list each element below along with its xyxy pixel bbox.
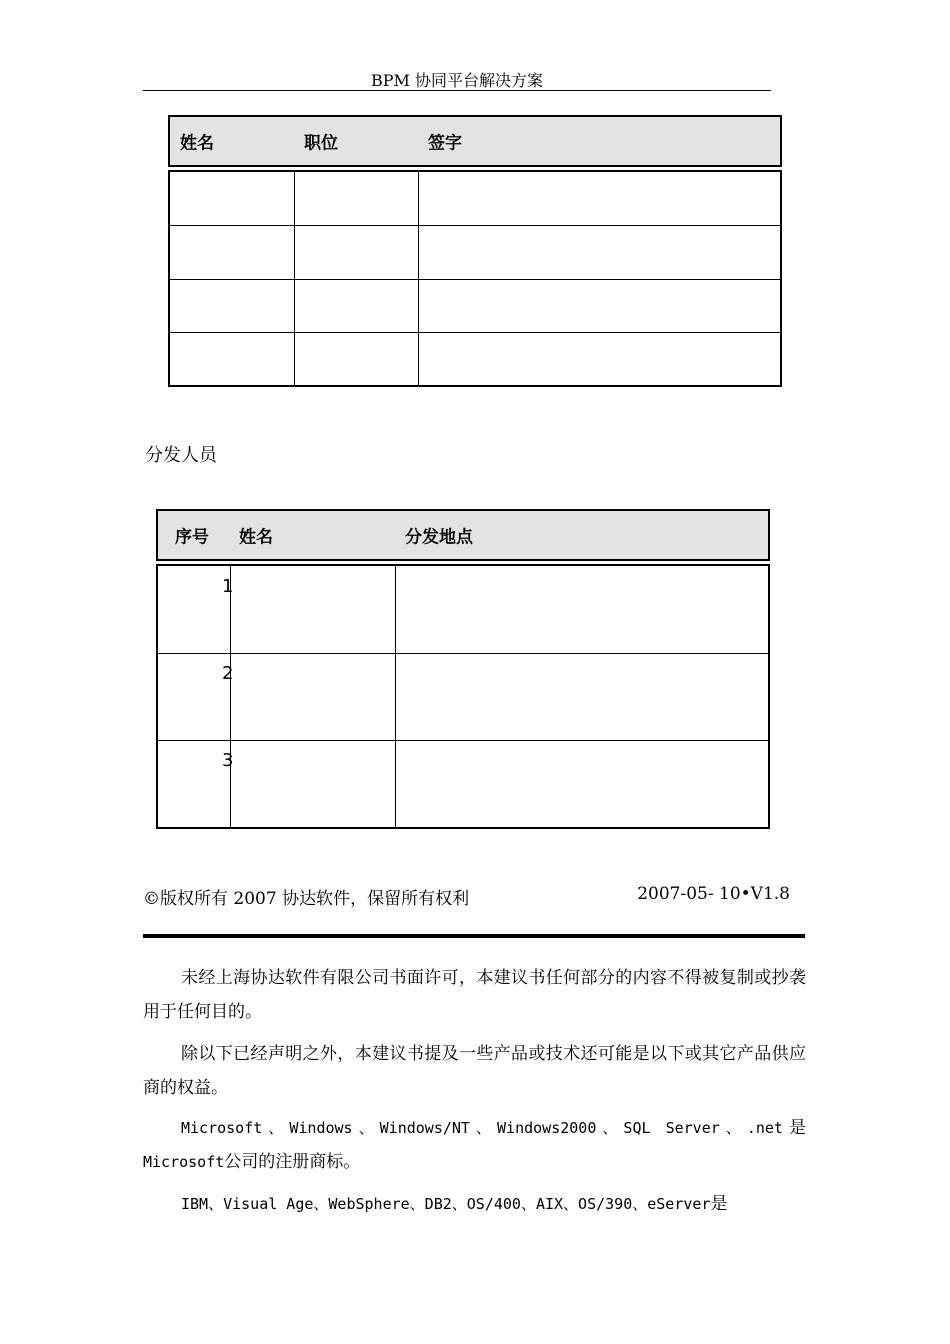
distribution-row-divider bbox=[158, 653, 768, 654]
col-position: 职位 bbox=[304, 133, 338, 154]
trademark-owner: Microsoft bbox=[143, 1153, 225, 1171]
version-text: 2007-05- 10•V1.8 bbox=[637, 884, 790, 904]
notice-text: 除以下已经声明之外，本建议书提及一些产品或技术还可能是以下或其它产品供应商的权益。 bbox=[143, 1044, 806, 1098]
trademark-text: 是 bbox=[710, 1194, 728, 1214]
row-seq: 1 bbox=[222, 576, 234, 597]
distribution-row-divider bbox=[158, 740, 768, 741]
distribution-table-body bbox=[156, 564, 770, 829]
approval-row-divider bbox=[170, 332, 780, 333]
col-location: 分发地点 bbox=[405, 527, 473, 548]
header-rule bbox=[143, 90, 771, 91]
row-seq: 2 bbox=[222, 663, 234, 684]
distribution-label: 分发人员 bbox=[145, 445, 217, 466]
approval-table-header bbox=[168, 115, 782, 167]
col-signature: 签字 bbox=[428, 133, 462, 154]
trademark-paragraph bbox=[143, 1111, 806, 1179]
approval-row-divider bbox=[170, 225, 780, 226]
col-name: 姓名 bbox=[180, 133, 214, 154]
trademark-list: IBM、Visual Age、WebSphere、DB2、OS/400、AIX、OS/390、eServer bbox=[181, 1195, 711, 1213]
trademark-text: 公司的注册商标。 bbox=[224, 1152, 361, 1172]
footer-rule bbox=[143, 934, 805, 938]
approval-table-body bbox=[168, 170, 782, 387]
notice-paragraph bbox=[143, 961, 806, 1029]
page-header-title: BPM 协同平台解决方案 bbox=[371, 71, 543, 90]
notice-text: 未经上海协达软件有限公司书面许可，本建议书任何部分的内容不得被复制或抄袭用于任何目的。 bbox=[143, 968, 806, 1022]
distribution-col-divider bbox=[230, 566, 231, 827]
notice-paragraph bbox=[143, 1037, 806, 1105]
trademark-text: 是 bbox=[782, 1118, 807, 1138]
trademark-list: Microsoft、Windows、Windows/NT、Windows2000、SQL Server、.net bbox=[181, 1119, 783, 1137]
col-seq: 序号 bbox=[175, 527, 209, 548]
row-seq: 3 bbox=[222, 750, 234, 771]
copyright-text: ©版权所有 2007 协达软件，保留所有权利 bbox=[143, 889, 470, 909]
distribution-table-header bbox=[156, 509, 770, 561]
distribution-col-divider bbox=[395, 566, 396, 827]
trademark-paragraph bbox=[143, 1187, 806, 1221]
approval-row-divider bbox=[170, 279, 780, 280]
col-dist-name: 姓名 bbox=[239, 527, 273, 548]
